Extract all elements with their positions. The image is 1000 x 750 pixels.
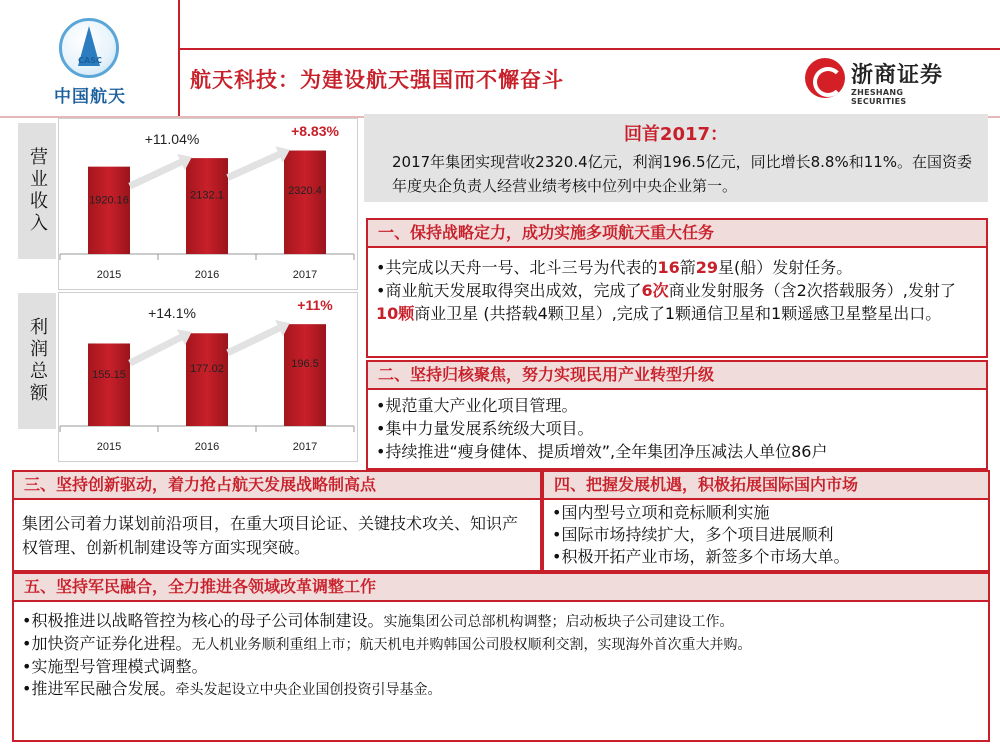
section-3-body: 集团公司着力谋划前沿项目，在重大项目论证、关键技术攻关、知识产权管理、创新机制建设等方面实现突破。 <box>12 500 542 572</box>
section-2-body <box>366 390 988 470</box>
highlight-number: 29 <box>695 258 718 277</box>
zheshang-logo <box>805 56 950 106</box>
bar <box>186 333 228 426</box>
category-label: 2017 <box>292 269 318 281</box>
section-3-heading: 三、坚持创新驱动，着力抢占航天发展战略制高点 <box>12 470 542 500</box>
item-detail: 无人机业务顺利重组上市；航天机电并购韩国公司股权顺利交割，实现海外首次重大并购。 <box>191 637 752 653</box>
recap-text: 2017年集团实现营收2320.4亿元，利润196.5亿元，同比增长8.8%和11%。在国资委年度央企负责人经营业绩考核中位列中央企业第一。 <box>392 153 973 195</box>
zheshang-name-cn: 浙商证券 <box>851 63 944 88</box>
text-run: 箭 <box>679 258 696 277</box>
section-4-item: •国际市场持续扩大，多个项目进展顺利 <box>552 525 834 544</box>
section-2-heading: 二、坚持归核聚焦，努力实现民用产业转型升级 <box>366 360 988 390</box>
profit-label: 利润总额 <box>18 293 56 429</box>
section-4-item: •积极开拓产业市场，新签多个市场大单。 <box>552 547 850 566</box>
text-run: 星(船）发射任务。 <box>718 258 853 277</box>
bar-value-label: 2320.4 <box>288 184 322 197</box>
item-lead: •积极推进以战略管控为核心的母子公司体制建设。 <box>22 611 384 630</box>
section-4-heading: 四、把握发展机遇，积极拓展国际国内市场 <box>542 470 990 500</box>
section-5-item <box>22 610 980 633</box>
bar-value-label: 1920.16 <box>89 194 129 207</box>
bar-value-label: 196.5 <box>291 357 319 370</box>
section-1-item <box>376 279 978 325</box>
revenue-bar-chart <box>58 118 358 290</box>
header-divider-vertical <box>178 0 180 118</box>
bar-value-label: 155.15 <box>92 369 126 382</box>
item-detail: 牵头发起设立中央企业国创投资引导基金。 <box>175 682 442 698</box>
section-4-body <box>542 500 990 572</box>
growth-label: +11.04% <box>144 131 200 147</box>
section-5-item <box>22 678 980 701</box>
bar <box>88 167 130 254</box>
growth-label: +14.1% <box>148 305 196 321</box>
text-run: 商业发射服务（含2次搭载服务）,发射了 <box>668 281 956 300</box>
header-divider-horizontal <box>178 48 1000 50</box>
highlight-number: 6次 <box>641 281 669 300</box>
section-5-item <box>22 633 980 656</box>
section-2-item: •持续推进“瘦身健体、提质增效”,全年集团净压减法人单位86户 <box>376 442 828 461</box>
bar <box>88 343 130 426</box>
bar-value-label: 177.02 <box>190 363 224 376</box>
profit-bar-chart <box>58 292 358 462</box>
bar <box>284 324 326 426</box>
page-title: 航天科技：为建设航天强国而不懈奋斗 <box>190 68 564 92</box>
category-label: 2017 <box>292 441 318 453</box>
text-run: •商业航天发展取得突出成效，完成了 <box>376 281 642 300</box>
revenue-label: 营业收入 <box>18 123 56 259</box>
casc-logo <box>50 18 130 110</box>
section-2-item: •集中力量发展系统级大项目。 <box>376 419 594 438</box>
category-label: 2016 <box>194 269 220 281</box>
highlight-number: 16 <box>657 258 680 277</box>
section-5-heading: 五、坚持军民融合，全力推进各领域改革调整工作 <box>12 572 990 602</box>
category-label: 2015 <box>96 269 122 281</box>
item-lead: •推进军民融合发展。 <box>22 679 176 698</box>
category-label: 2015 <box>96 441 122 453</box>
section-4-item: •国内型号立项和竞标顺利实施 <box>552 503 770 522</box>
item-lead: •实施型号管理模式调整。 <box>22 657 208 676</box>
casc-name: 中国航天 <box>54 87 126 107</box>
bar <box>284 151 326 254</box>
zheshang-mark-icon <box>805 58 845 98</box>
item-detail: 实施集团公司总部机构调整；启动板块子公司建设工作。 <box>383 614 734 630</box>
section-1-body <box>366 248 988 358</box>
text-run: 商业卫星 (共搭载4颗卫星）,完成了1颗通信卫星和1颗遥感卫星整星出口。 <box>414 304 942 323</box>
section-5-body <box>12 602 990 742</box>
item-lead: •加快资产证券化进程。 <box>22 634 192 653</box>
category-label: 2016 <box>194 441 220 453</box>
recap-title: 回首2017： <box>623 124 729 145</box>
casc-abbr: CASC <box>78 56 102 65</box>
growth-label: +11% <box>297 297 333 313</box>
section-5-item <box>22 656 980 678</box>
highlight-number: 10颗 <box>376 304 415 323</box>
section-1-heading: 一、保持战略定力，成功实施多项航天重大任务 <box>366 218 988 248</box>
section-2-item: •规范重大产业化项目管理。 <box>376 396 578 415</box>
bar <box>186 158 228 254</box>
growth-label: +8.83% <box>291 123 339 139</box>
section-1-item <box>376 256 978 279</box>
text-run: •共完成以天舟一号、北斗三号为代表的 <box>376 258 658 277</box>
bar-value-label: 2132.1 <box>190 189 224 202</box>
zheshang-name-en: ZHESHANG SECURITIES <box>851 88 907 106</box>
